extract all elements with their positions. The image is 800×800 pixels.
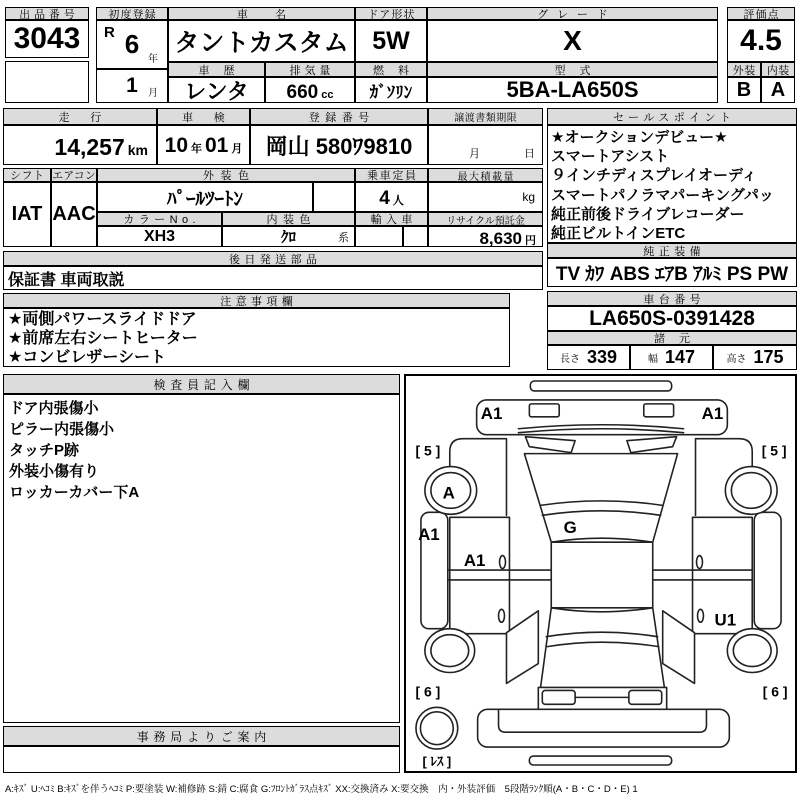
inspection-year-unit: 年 <box>191 143 202 155</box>
interior-color-name: ｸﾛ <box>280 229 296 246</box>
model-code-value: 5BA-LA650S <box>427 77 718 103</box>
tire-depth-rear-left: [ 6 ] <box>415 683 441 700</box>
length-label: 長さ <box>559 354 580 365</box>
dimension-width-cell <box>630 345 713 370</box>
fuel-header: 燃 料 <box>355 62 427 77</box>
interior-grade-header: 内装 <box>761 62 795 77</box>
inspector-note-line: ロッカーカバー下A <box>9 484 140 501</box>
rear-bumper <box>478 709 730 747</box>
spare-tire-label: [ ﾚｽ ] <box>422 754 452 770</box>
headlight-left <box>529 404 559 417</box>
capacity-unit: 人 <box>392 195 404 207</box>
interior-color-suffix: 系 <box>338 231 349 244</box>
front-bumper-top <box>530 381 671 391</box>
first-registration-year-cell <box>96 20 168 69</box>
exterior-color-empty-box <box>313 182 355 212</box>
door-handle <box>499 609 505 622</box>
office-notice-content <box>3 746 400 773</box>
dimensions-header: 諸 元 <box>547 331 797 345</box>
import-car-header: 輸入車 <box>355 212 428 226</box>
first-registration-year: 6 <box>124 29 140 59</box>
height-value: 175 <box>753 347 784 367</box>
import-car-empty-right <box>403 226 428 247</box>
history-value: レンタ <box>168 77 265 103</box>
dimension-length-cell <box>547 345 630 370</box>
capacity-header: 乗車定員 <box>355 168 428 182</box>
caution-note-line: ★両側パワースライドドア <box>8 311 197 328</box>
later-parts-header: 後日発送部品 <box>3 251 543 266</box>
length-value: 339 <box>586 347 618 367</box>
vin-header: 車台番号 <box>547 291 797 306</box>
factory-equipment-value: TV ｶﾜ ABS ｴｱB ｱﾙﾐ PS PW <box>547 258 797 287</box>
taillight-left <box>542 690 575 704</box>
mileage-header: 走 行 <box>3 108 157 125</box>
caution-note-line: ★前席左右シートヒーター <box>8 330 198 347</box>
damage-mark-door-right-rear: U1 <box>714 610 737 630</box>
rear-window-band <box>546 632 658 646</box>
caution-notes-content <box>3 308 510 367</box>
model-code-header: 型 式 <box>427 62 718 77</box>
inspector-notes-content <box>3 394 400 723</box>
inspector-note-line: タッチP跡 <box>9 442 80 459</box>
exterior-color-value: ﾊﾟｰﾙﾂｰﾄﾝ <box>97 182 313 212</box>
mileage-unit: km <box>127 142 148 158</box>
aircon-value: AAC <box>51 182 97 247</box>
damage-mark-front-left: A1 <box>480 403 503 423</box>
score-value: 4.5 <box>727 20 795 62</box>
shift-value: IAT <box>3 182 51 247</box>
tire-depth-front-right: [ 5 ] <box>761 442 787 459</box>
damage-mark-wheel-front-left: A <box>442 483 455 503</box>
caution-notes-header: 注意事項欄 <box>3 293 510 308</box>
shift-header: シフト <box>3 168 51 182</box>
payload-value: kg <box>428 182 543 212</box>
later-parts-value: 保証書 車両取説 <box>3 266 543 290</box>
wiper-left <box>525 437 575 453</box>
first-registration-header: 初度登録 <box>96 7 168 20</box>
exterior-color-header: 外装色 <box>97 168 355 182</box>
sales-point-line: スマートアシスト <box>551 148 670 166</box>
sales-point-line: スマートパノラマパーキングパッ <box>551 186 774 204</box>
transfer-deadline-header: 譲渡書類期限 <box>428 108 543 125</box>
inspection-month: 01 <box>205 134 229 157</box>
damage-mark-rocker-left: A1 <box>418 525 440 545</box>
inspector-note-line: ピラー内張傷小 <box>9 421 115 438</box>
sales-points-header: セールスポイント <box>547 108 797 125</box>
car-name-value: タントカスタム <box>168 20 355 62</box>
grade-value: X <box>427 20 718 62</box>
interior-color-header: 内装色 <box>222 212 355 226</box>
office-notice-header: 事務局よりご案内 <box>3 726 400 746</box>
car-name-header: 車 名 <box>168 7 355 20</box>
score-header: 評価点 <box>727 7 795 20</box>
fuel-value: ｶﾞｿﾘﾝ <box>355 77 427 103</box>
registration-number-header: 登録番号 <box>250 108 428 125</box>
width-label: 幅 <box>647 354 658 365</box>
sales-point-line: ★オークションデビュー★ <box>551 129 728 146</box>
door-shape-header: ドア形状 <box>355 7 427 20</box>
rear-quarter-right <box>663 611 695 684</box>
width-value: 147 <box>664 347 696 367</box>
month-unit: 月 <box>148 88 158 99</box>
exterior-grade-header: 外装 <box>727 62 761 77</box>
mileage-value <box>3 125 157 165</box>
caution-note-line: ★コンビレザーシート <box>8 349 167 366</box>
displacement-unit: cc <box>321 89 334 101</box>
displacement-number: 660 <box>286 82 319 103</box>
recycle-deposit-header: リサイクル預託金 <box>428 212 543 226</box>
displacement-value <box>265 77 355 103</box>
vin-value: LA650S-0391428 <box>547 306 797 331</box>
auction-number-empty-box <box>5 61 89 103</box>
car-diagram-box <box>404 374 797 773</box>
rocker-panel-right <box>754 512 781 628</box>
displacement-header: 排気量 <box>265 62 355 77</box>
sales-points-content <box>547 125 797 243</box>
inspection-value <box>157 125 250 165</box>
door-handle <box>697 556 703 569</box>
roof-outline <box>551 538 652 612</box>
rear-quarter-left <box>506 611 538 684</box>
color-number-header: カラーNo. <box>97 212 222 226</box>
inspector-notes-header: 検査員記入欄 <box>3 374 400 394</box>
damage-mark-windshield: G <box>563 518 577 538</box>
wiper-right <box>627 437 677 453</box>
interior-grade-value: A <box>761 77 795 103</box>
first-registration-month-cell <box>96 69 168 103</box>
windshield <box>524 454 677 543</box>
damage-code-legend: A:ｷｽﾞ U:ﾍｺﾐ B:ｷｽﾞを伴うﾍｺﾐ P:要塗装 W:補修跡 S:錆 C:腐食 G:ﾌﾛﾝﾄｶﾞﾗｽ点ｷｽﾞ XX:交換済み X:要交換 内・外装評価 5段階ﾗﾝｸ順(A・B・C・D・E) 1 <box>5 784 638 795</box>
door-handle <box>698 609 704 622</box>
grade-header: グレード <box>427 7 718 20</box>
dimension-height-cell <box>713 345 797 370</box>
inspector-note-line: ドア内張傷小 <box>9 400 99 417</box>
inspection-year: 10 <box>164 134 188 157</box>
rear-window <box>540 608 664 690</box>
exterior-grade-value: B <box>727 77 761 103</box>
headlight-right <box>644 404 674 417</box>
inspection-header: 車 検 <box>157 108 250 125</box>
year-unit: 年 <box>148 54 158 65</box>
history-header: 車 歴 <box>168 62 265 77</box>
inspection-month-unit: 月 <box>231 143 243 155</box>
inspector-note-line: 外装小傷有り <box>9 463 100 480</box>
damage-mark-door-left: A1 <box>463 551 486 571</box>
capacity-value <box>355 182 428 212</box>
recycle-deposit-value <box>428 226 543 247</box>
car-damage-diagram <box>406 376 795 771</box>
auction-number-value: 3043 <box>5 20 89 58</box>
sales-point-line: 純正前後ドライブレコーダー <box>551 205 745 223</box>
tire-depth-front-left: [ 5 ] <box>415 442 441 459</box>
door-handle <box>500 556 506 569</box>
transfer-deadline-value: 月 日 <box>428 125 543 165</box>
tire-depth-rear-right: [ 6 ] <box>762 683 788 700</box>
height-label: 高さ <box>726 354 747 365</box>
recycle-number: 8,630 <box>479 229 522 247</box>
mileage-number: 14,257 <box>54 134 125 160</box>
era-letter: R <box>104 24 115 41</box>
payload-header: 最大積載量 <box>428 168 543 182</box>
import-car-empty-left <box>355 226 403 247</box>
auction-number-header: 出品番号 <box>5 7 89 20</box>
factory-equipment-header: 純正装備 <box>547 243 797 258</box>
interior-color-value <box>222 226 355 247</box>
door-shape-value: 5W <box>355 20 427 62</box>
sales-point-line: ９インチディスプレイオーディ <box>551 167 757 185</box>
aircon-header: エアコン <box>52 170 96 182</box>
color-number-value: XH3 <box>97 226 222 247</box>
rear-bumper-lower-strip <box>529 756 671 765</box>
sales-point-line: 純正ビルトインETC <box>551 225 686 243</box>
capacity-number: 4 <box>379 188 390 209</box>
registration-number-value: 岡山 580ﾜ9810 <box>250 125 428 165</box>
taillight-right <box>629 690 662 704</box>
recycle-unit: 円 <box>525 235 536 247</box>
damage-mark-front-right: A1 <box>701 403 724 423</box>
first-registration-month: 1 <box>126 74 138 97</box>
